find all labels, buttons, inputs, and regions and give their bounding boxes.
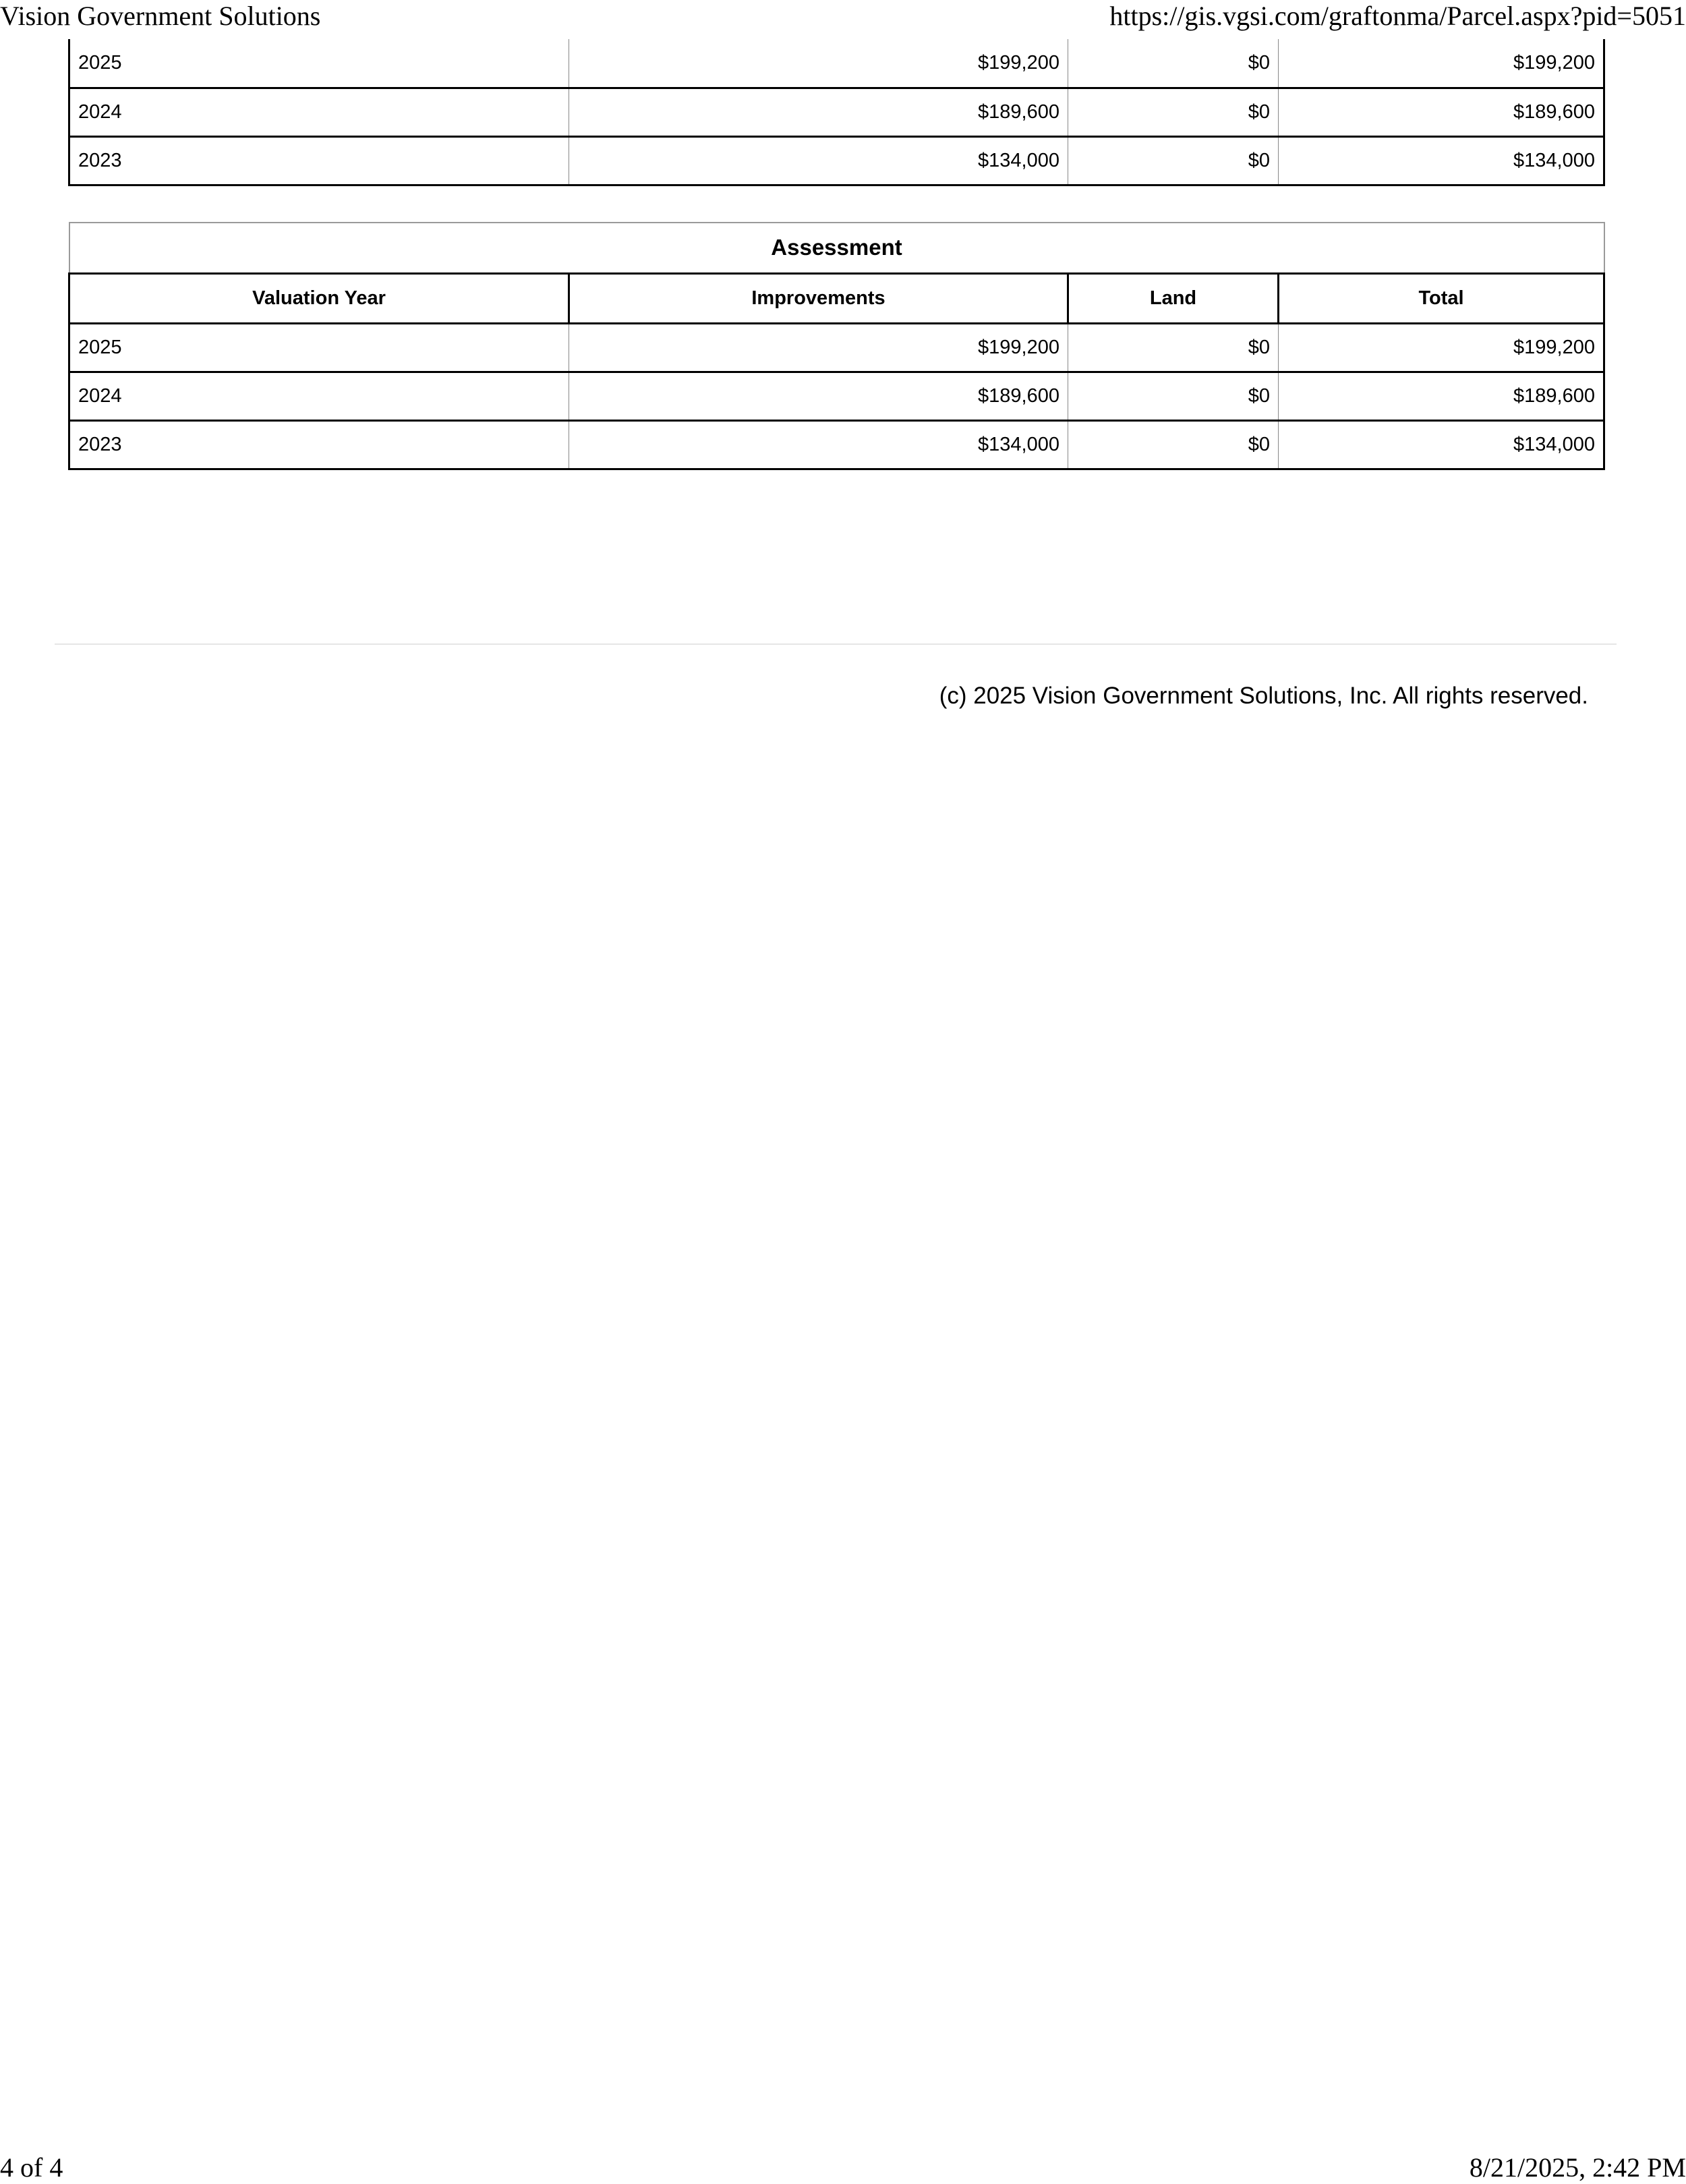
valuation-year-cell: 2024 — [69, 372, 569, 420]
improvements-cell: $134,000 — [569, 420, 1068, 469]
column-header-total: Total — [1279, 273, 1604, 323]
improvements-cell: $134,000 — [569, 136, 1068, 185]
print-header-site-title: Vision Government Solutions — [0, 1, 321, 31]
valuation-year-cell: 2023 — [69, 420, 569, 469]
column-header-improvements: Improvements — [569, 273, 1068, 323]
total-cell: $189,600 — [1279, 88, 1604, 136]
table-row — [69, 323, 1604, 372]
appraisal-table-continued — [68, 39, 1605, 186]
table-row — [69, 420, 1604, 469]
total-cell: $134,000 — [1279, 136, 1604, 185]
print-header-url: https://gis.vgsi.com/graftonma/Parcel.aspx?pid=5051 — [1109, 1, 1686, 31]
total-cell: $189,600 — [1279, 372, 1604, 420]
improvements-cell: $189,600 — [569, 88, 1068, 136]
assessment-table — [68, 222, 1605, 470]
print-footer-datetime: 8/21/2025, 2:42 PM — [1469, 2152, 1686, 2183]
assessment-caption-row — [69, 223, 1604, 273]
land-cell: $0 — [1068, 372, 1279, 420]
copyright-notice: (c) 2025 Vision Government Solutions, Inc. All rights reserved. — [939, 683, 1588, 709]
total-cell: $199,200 — [1279, 323, 1604, 372]
table-row — [69, 39, 1604, 88]
assessment-header-row — [69, 273, 1604, 323]
column-header-land: Land — [1068, 273, 1279, 323]
table-row — [69, 136, 1604, 185]
print-footer-page-indicator: 4 of 4 — [0, 2152, 63, 2183]
assessment-caption: Assessment — [69, 223, 1604, 273]
valuation-year-cell: 2023 — [69, 136, 569, 185]
land-cell: $0 — [1068, 136, 1279, 185]
improvements-cell: $189,600 — [569, 372, 1068, 420]
land-cell: $0 — [1068, 420, 1279, 469]
land-cell: $0 — [1068, 323, 1279, 372]
land-cell: $0 — [1068, 88, 1279, 136]
improvements-cell: $199,200 — [569, 323, 1068, 372]
land-cell: $0 — [1068, 39, 1279, 88]
table-row — [69, 372, 1604, 420]
valuation-year-cell: 2025 — [69, 323, 569, 372]
valuation-year-cell: 2025 — [69, 39, 569, 88]
total-cell: $199,200 — [1279, 39, 1604, 88]
valuation-year-cell: 2024 — [69, 88, 569, 136]
improvements-cell: $199,200 — [569, 39, 1068, 88]
column-header-valuation-year: Valuation Year — [69, 273, 569, 323]
footer-divider — [55, 643, 1617, 645]
table-row — [69, 88, 1604, 136]
total-cell: $134,000 — [1279, 420, 1604, 469]
